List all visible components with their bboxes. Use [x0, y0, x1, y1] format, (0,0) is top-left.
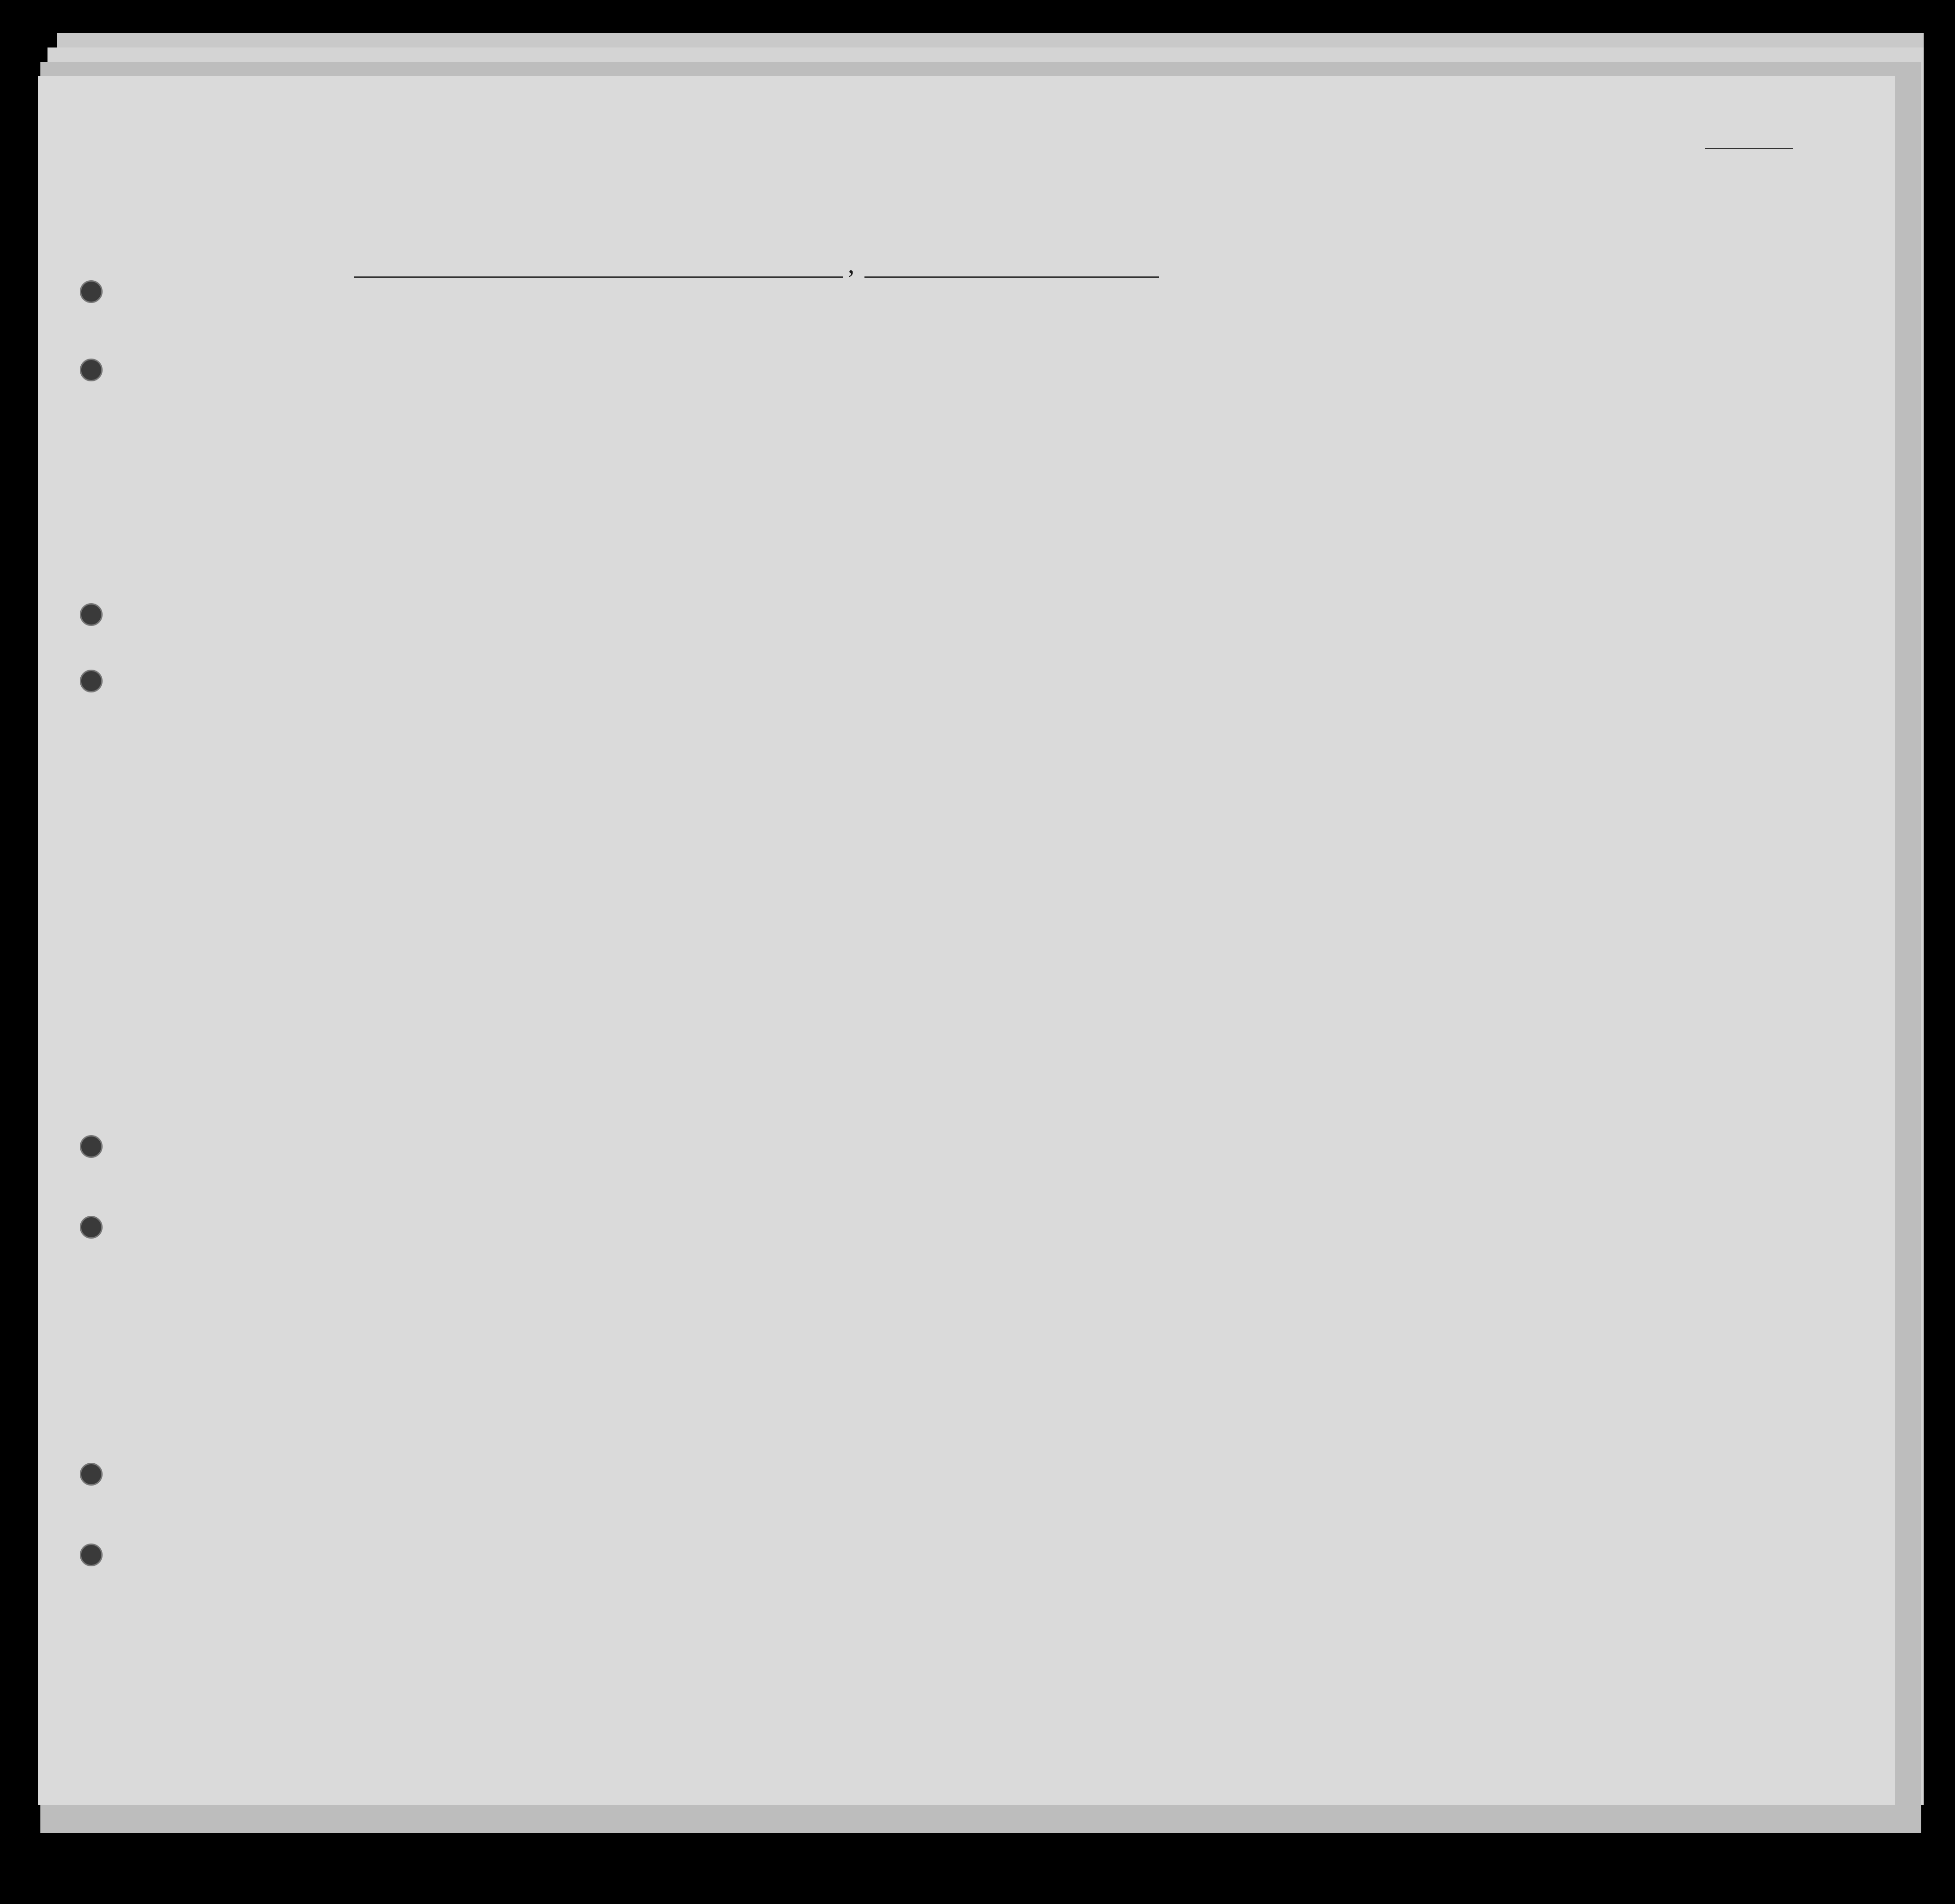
comma: ,: [848, 250, 854, 279]
